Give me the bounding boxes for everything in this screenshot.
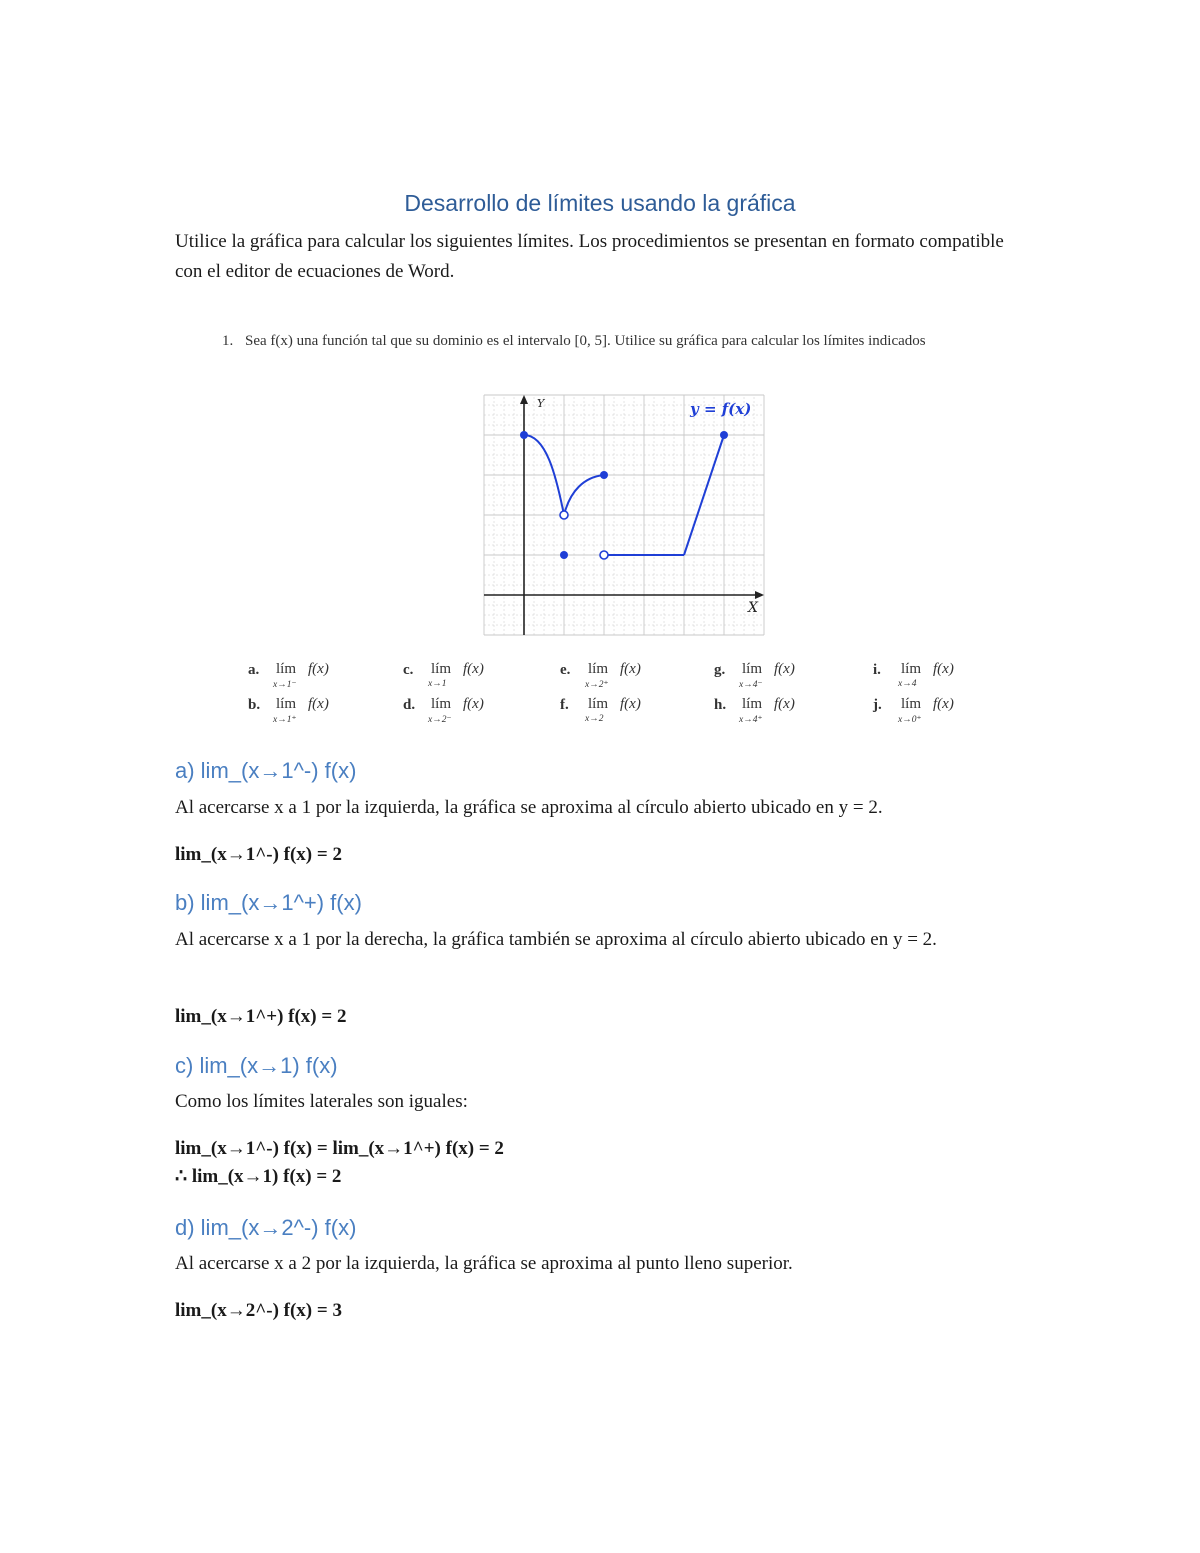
limit-subscript: x→1 — [428, 679, 447, 689]
problem-number: 1. — [222, 333, 234, 349]
limit-letter: i. — [873, 662, 881, 678]
section-c-result: lim_(x→1^-) f(x) = lim_(x→1^+) f(x) = 2 — [175, 1138, 504, 1159]
limit-item — [714, 660, 864, 694]
limit-function: f(x) — [308, 661, 329, 677]
intro-paragraph: Utilice la gráfica para calcular los siguientes límites. Los procedimientos se presentan en formato compatible con el editor de ecuaciones de Word. — [175, 231, 1004, 282]
function-graph — [480, 390, 770, 640]
closed-point — [720, 431, 728, 439]
limits-list — [248, 660, 1008, 730]
limit-subscript: x→2 — [585, 714, 604, 724]
graph-grid — [484, 395, 764, 635]
limit-function: f(x) — [774, 696, 795, 712]
page-title: Desarrollo de límites usando la gráfica — [404, 190, 796, 216]
section-a-text: Al acercarse x a 1 por la izquierda, la gráfica se aproxima al círculo abierto ubicado en y = 2. — [175, 797, 883, 818]
limit-item — [873, 660, 1023, 694]
limit-item — [248, 695, 398, 729]
x-axis-label: X — [748, 600, 758, 616]
section-b-heading: b) lim_(x→1^+) f(x) — [175, 890, 362, 915]
limit-subscript: x→4⁺ — [739, 715, 763, 725]
limit-subscript: x→0⁺ — [898, 715, 922, 725]
limit-item — [248, 660, 398, 694]
y-axis-arrow-icon — [520, 395, 528, 404]
limit-item — [403, 695, 553, 729]
limit-function: f(x) — [308, 696, 329, 712]
limit-item — [560, 695, 710, 729]
section-b-result: lim_(x→1^+) f(x) = 2 — [175, 1006, 347, 1027]
limit-letter: e. — [560, 662, 571, 678]
section-d-heading: d) lim_(x→2^-) f(x) — [175, 1215, 357, 1240]
limit-word: lím — [742, 661, 763, 677]
limit-subscript: x→1⁻ — [273, 680, 297, 690]
limit-word: lím — [431, 696, 452, 712]
closed-point — [600, 471, 608, 479]
open-point — [560, 511, 568, 519]
limit-subscript: x→1⁺ — [273, 715, 297, 725]
limit-function: f(x) — [774, 661, 795, 677]
y-axis-label: Y — [537, 397, 545, 410]
limit-word: lím — [431, 661, 452, 677]
limit-letter: c. — [403, 662, 414, 678]
closed-point — [560, 551, 568, 559]
limit-word: lím — [901, 661, 922, 677]
limit-function: f(x) — [933, 661, 954, 677]
limit-subscript: x→4⁻ — [739, 680, 763, 690]
limit-function: f(x) — [620, 696, 641, 712]
limit-letter: f. — [560, 697, 569, 713]
section-a-heading: a) lim_(x→1^-) f(x) — [175, 758, 357, 783]
limit-item — [403, 660, 553, 694]
limit-item — [714, 695, 864, 729]
section-a-result: lim_(x→1^-) f(x) = 2 — [175, 844, 342, 865]
limit-word: lím — [276, 661, 297, 677]
limit-letter: d. — [403, 697, 416, 713]
open-point — [600, 551, 608, 559]
limit-item — [873, 695, 1023, 729]
section-d-text: Al acercarse x a 2 por la izquierda, la gráfica se aproxima al punto lleno superior. — [175, 1253, 793, 1274]
section-c-conclusion: ∴ lim_(x→1) f(x) = 2 — [175, 1166, 342, 1187]
limit-function: f(x) — [620, 661, 641, 677]
limit-letter: b. — [248, 697, 261, 713]
limit-subscript: x→2⁺ — [585, 680, 609, 690]
x-axis-arrow-icon — [755, 591, 764, 599]
problem-text: Sea f(x) una función tal que su dominio es el intervalo [0, 5]. Utilice su gráfica para calcular los límites indicados — [245, 333, 926, 349]
limit-item — [560, 660, 710, 694]
limit-word: lím — [901, 696, 922, 712]
limit-function: f(x) — [463, 661, 484, 677]
function-label: y = f(x) — [690, 400, 752, 418]
limit-letter: g. — [714, 662, 726, 678]
limit-word: lím — [588, 661, 609, 677]
section-c-text: Como los límites laterales son iguales: — [175, 1091, 468, 1112]
limit-word: lím — [588, 696, 609, 712]
limit-subscript: x→4 — [898, 679, 917, 689]
section-c-heading: c) lim_(x→1) f(x) — [175, 1053, 338, 1078]
limit-letter: j. — [873, 697, 882, 713]
limit-function: f(x) — [933, 696, 954, 712]
limit-letter: a. — [248, 662, 260, 678]
limit-function: f(x) — [463, 696, 484, 712]
section-d-result: lim_(x→2^-) f(x) = 3 — [175, 1300, 342, 1321]
limit-word: lím — [276, 696, 297, 712]
limit-subscript: x→2⁻ — [428, 715, 452, 725]
closed-point — [520, 431, 528, 439]
limit-letter: h. — [714, 697, 727, 713]
section-b-text: Al acercarse x a 1 por la derecha, la gráfica también se aproxima al círculo abierto ubicado en y = 2. — [175, 929, 937, 950]
limit-word: lím — [742, 696, 763, 712]
